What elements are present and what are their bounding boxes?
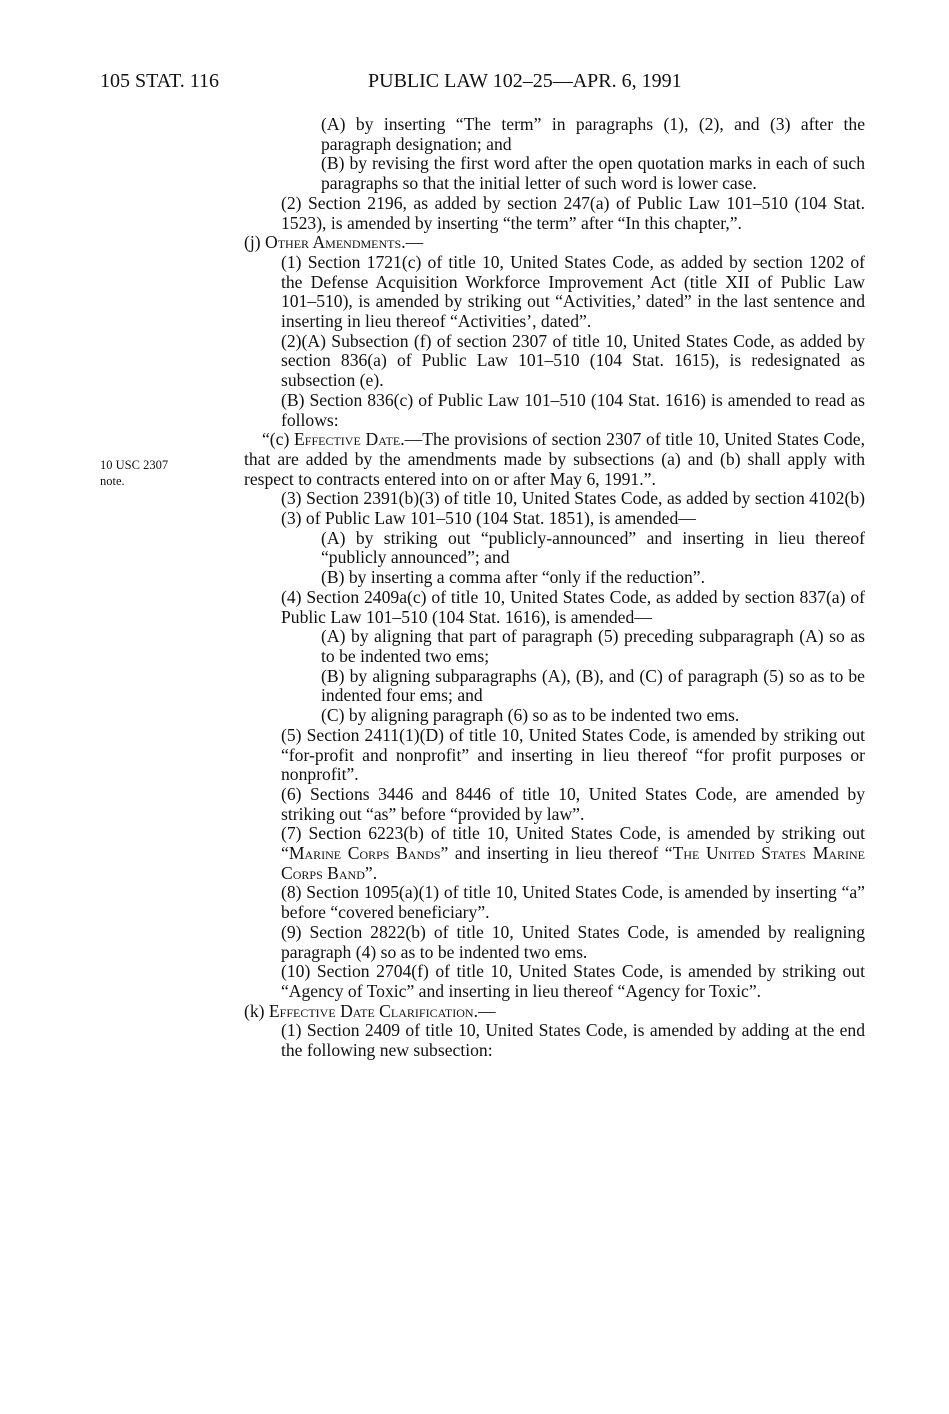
paragraph: (A) by aligning that part of paragraph (5) preceding subparagraph (A) so as to be indented two ems;	[321, 626, 865, 666]
quoted-heading: Effective Date	[294, 429, 401, 450]
paragraph: (B) Section 836(c) of Public Law 101–510 (104 Stat. 1616) is amended to read as follows:	[281, 389, 865, 430]
margin-note-suffix: note.	[100, 474, 125, 488]
law-title: PUBLIC LAW 102–25—APR. 6, 1991	[368, 70, 682, 92]
subsection-title: Other Amendments	[265, 232, 402, 253]
paragraph: (10) Section 2704(f) of title 10, United States Code, is amended by striking out “Agency of Toxic” and inserting in lieu thereof “Agency for Toxic”.	[281, 961, 865, 1001]
paragraph: (1) Section 2409 of title 10, United States Code, is amended by adding at the end the following new subsection:	[281, 1020, 865, 1061]
paragraph: (C) by aligning paragraph (6) so as to be indented two ems.	[321, 705, 740, 726]
paragraph: (1) Section 1721(c) of title 10, United States Code, as added by section 1202 of the Defense Acquisition Workforce Improvement Act (title XII of Public Law 101–510), is amended by striking out “Activities,’ dated” in the last sentence and inserting in lieu thereof “Activities’, dated”.	[281, 251, 865, 332]
body-text	[244, 115, 865, 1061]
paragraph: (6) Sections 3446 and 8446 of title 10, United States Code, are amended by striking out “as” before “provided by law”.	[281, 783, 865, 824]
subsection-dash: .—	[401, 232, 424, 253]
quoted-subsection	[244, 430, 865, 489]
subsection-heading-j	[244, 233, 865, 253]
paragraph: (8) Section 1095(a)(1) of title 10, United States Code, is amended by inserting “a” before “covered beneficiary”.	[281, 882, 865, 923]
paragraph: (9) Section 2822(b) of title 10, United States Code, is amended by realigning paragraph (4) so as to be indented two ems.	[281, 921, 865, 962]
subsection-dash: .—	[473, 1000, 496, 1021]
paragraph	[244, 824, 865, 883]
paragraph: (2) Section 2196, as added by section 247(a) of Public Law 101–510 (104 Stat. 1523), is amended by inserting “the term” after “In this chapter,”.	[281, 192, 865, 233]
page-number: 105 STAT. 116	[100, 70, 219, 92]
paragraph: (B) by revising the first word after the open quotation marks in each of such paragraphs so that the initial letter of such word is lower case.	[321, 153, 865, 194]
paragraph: (3) Section 2391(b)(3) of title 10, United States Code, as added by section 4102(b)(3) of Public Law 101–510 (104 Stat. 1851), is amended—	[281, 488, 865, 529]
paragraph: (2)(A) Subsection (f) of section 2307 of title 10, United States Code, as added by section 836(a) of Public Law 101–510 (104 Stat. 1615), is redesignated as subsection (e).	[281, 330, 865, 391]
text-run-smallcaps: Marine Corps Bands	[288, 843, 441, 864]
paragraph: (5) Section 2411(1)(D) of title 10, United States Code, is amended by striking out “for-profit and nonprofit” and inserting in lieu thereof “for profit purposes or nonprofit”.	[281, 724, 865, 785]
text-run-smallcaps: The United States Marine Corps Band	[281, 843, 866, 883]
quoted-text: .—The provisions of section 2307 of title 10, United States Code, that are added by the amendments made by subsections (a) and (b) shall apply with respect to contracts entered into on or after May 6, 1991.”.	[244, 429, 865, 489]
text-run: ” and inserting in lieu thereof “	[440, 843, 673, 864]
quoted-label: “(c)	[262, 429, 295, 450]
paragraph: (A) by inserting “The term” in paragraphs (1), (2), and (3) after the paragraph designation; and	[321, 114, 865, 154]
paragraph: (4) Section 2409a(c) of title 10, United States Code, as added by section 837(a) of Public Law 101–510 (104 Stat. 1616), is amended—	[281, 586, 865, 627]
subsection-heading-k	[244, 1002, 865, 1022]
page-header	[100, 70, 889, 98]
margin-note	[100, 457, 168, 489]
subsection-label: (k)	[244, 1000, 269, 1021]
text-run: (7) Section 6223(b) of title 10, United States Code, is amended by striking out “	[281, 823, 865, 864]
paragraph: (B) by aligning subparagraphs (A), (B), and (C) of paragraph (5) so as to be indented four ems; and	[321, 665, 865, 706]
margin-note-citation: 10 USC 2307	[100, 458, 169, 472]
text-run: ”.	[364, 862, 378, 883]
subsection-title: Effective Date Clarification	[268, 1000, 474, 1021]
paragraph: (A) by striking out “publicly-announced” and inserting in lieu thereof “publicly announced”; and	[321, 527, 865, 568]
subsection-label: (j)	[244, 232, 266, 253]
paragraph: (B) by inserting a comma after “only if the reduction”.	[321, 567, 705, 588]
